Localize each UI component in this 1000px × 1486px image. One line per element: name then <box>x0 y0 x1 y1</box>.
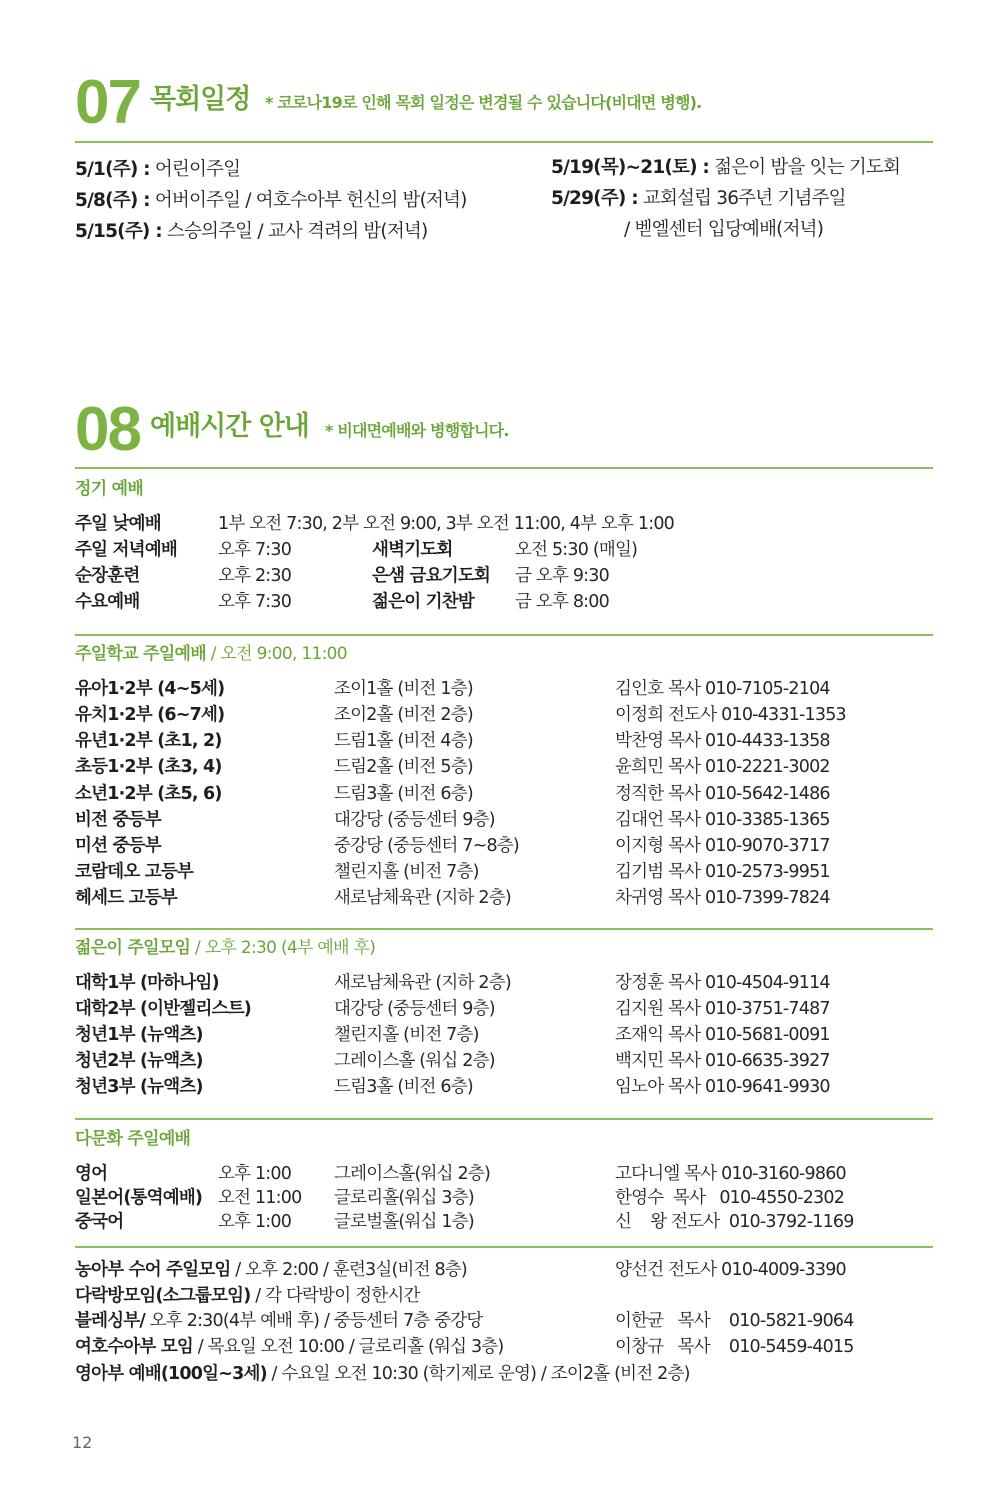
department-contact: 윤희민 목사 010-2221-3002 <box>615 757 830 777</box>
department-place: 드림3홀 (비전 6층) <box>334 1077 473 1097</box>
schedule-item: 5/1(주) : 어린이주일 <box>75 159 241 180</box>
department-place: 챌린지홀 (비전 7층) <box>334 1025 479 1045</box>
worship-time: 금 오후 9:30 <box>515 566 609 586</box>
language-name: 중국어 <box>75 1212 124 1232</box>
section-07-note: * 코로나19로 인해 목회 일정은 변경될 수 있습니다(비대면 병행). <box>265 93 702 112</box>
department-place: 대강당 (중등센터 9층) <box>334 999 495 1019</box>
other-meeting: 농아부 수어 주일모임 / 오후 2:00 / 훈련3실(비전 8층) <box>75 1260 467 1280</box>
department-contact: 임노아 목사 010-9641-9930 <box>615 1077 830 1097</box>
language-contact: 신 왕 전도사 010-3792-1169 <box>615 1212 854 1232</box>
department-contact: 김대언 목사 010-3385-1365 <box>615 810 830 830</box>
section-08-title: 예배시간 안내 <box>150 411 309 442</box>
department-place: 그레이스홀 (워십 2층) <box>334 1051 495 1071</box>
section-07-rule <box>75 141 933 143</box>
department-place: 중강당 (중등센터 7~8층) <box>334 836 519 856</box>
worship-name: 주일 낮예배 <box>75 514 161 534</box>
section-08-rule <box>75 467 933 469</box>
regular-worship-heading: 정기 예배 <box>75 479 144 499</box>
section-08-number: 08 <box>75 395 140 464</box>
worship-name: 주일 저녁예배 <box>75 540 177 560</box>
department-contact: 차귀영 목사 010-7399-7824 <box>615 888 830 908</box>
worship-time: 오후 7:30 <box>218 540 292 560</box>
worship-name: 새벽기도회 <box>372 540 453 560</box>
worship-time: 오전 5:30 (매일) <box>515 540 638 560</box>
worship-name: 젊은이 기찬밤 <box>372 592 474 612</box>
language-time: 오후 1:00 <box>218 1164 292 1184</box>
worship-name: 순장훈련 <box>75 566 140 586</box>
other-meeting: 다락방모임(소그룹모임) / 각 다락방이 정한시간 <box>75 1286 420 1306</box>
department-contact: 이정희 전도사 010-4331-1353 <box>615 705 846 725</box>
other-meeting: 블레싱부/ 오후 2:30(4부 예배 후) / 중등센터 7층 중강당 <box>75 1311 483 1331</box>
department-name: 코람데오 고등부 <box>75 862 194 882</box>
department-place: 새로남체육관 (지하 2층) <box>334 888 511 908</box>
worship-time: 1부 오전 7:30, 2부 오전 9:00, 3부 오전 11:00, 4부 오후 1:00 <box>218 514 675 534</box>
language-place: 글로벌홀(워십 1층) <box>334 1212 474 1232</box>
section-07-number: 07 <box>75 68 140 137</box>
section-08-note: * 비대면예배와 병행합니다. <box>325 421 509 440</box>
language-name: 일본어(통역예배) <box>75 1188 203 1208</box>
department-name: 유년1·2부 (초1, 2) <box>75 731 222 751</box>
department-place: 대강당 (중등센터 9층) <box>334 810 495 830</box>
department-place: 드림2홀 (비전 5층) <box>334 757 473 777</box>
multicultural-heading: 다문화 주일예배 <box>75 1129 191 1149</box>
worship-time: 오후 7:30 <box>218 592 292 612</box>
department-name: 유아1·2부 (4~5세) <box>75 679 225 699</box>
worship-time: 오후 2:30 <box>218 566 292 586</box>
department-place: 조이2홀 (비전 2층) <box>334 705 473 725</box>
divider <box>75 1118 933 1120</box>
schedule-item-continued: / 벧엘센터 입당예배(저녁) <box>624 219 824 240</box>
department-name: 대학1부 (마하나임) <box>75 973 219 993</box>
language-name: 영어 <box>75 1164 108 1184</box>
language-time: 오전 11:00 <box>218 1188 302 1208</box>
department-contact: 백지민 목사 010-6635-3927 <box>615 1051 830 1071</box>
department-place: 챌린지홀 (비전 7층) <box>334 862 479 882</box>
department-contact: 조재익 목사 010-5681-0091 <box>615 1025 830 1045</box>
other-meeting-contact: 양선건 전도사 010-4009-3390 <box>615 1260 846 1280</box>
department-contact: 김인호 목사 010-7105-2104 <box>615 679 830 699</box>
section-07-title: 목회일정 <box>150 84 251 115</box>
other-meeting: 영아부 예배(100일~3세) / 수요일 오전 10:30 (학기제로 운영) / 조이2홀 (비전 2층) <box>75 1364 690 1384</box>
other-meeting-contact: 이한균 목사 010-5821-9064 <box>615 1311 854 1331</box>
worship-time: 금 오후 8:00 <box>515 592 609 612</box>
department-place: 드림1홀 (비전 4층) <box>334 731 473 751</box>
young-adults-heading: 젊은이 주일모임 / 오후 2:30 (4부 예배 후) <box>75 938 376 958</box>
department-place: 새로남체육관 (지하 2층) <box>334 973 511 993</box>
department-name: 초등1·2부 (초3, 4) <box>75 757 222 777</box>
schedule-item: 5/15(주) : 스승의주일 / 교사 격려의 밤(저녁) <box>75 221 428 242</box>
divider <box>75 928 933 930</box>
department-contact: 김기범 목사 010-2573-9951 <box>615 862 830 882</box>
department-name: 유치1·2부 (6~7세) <box>75 705 225 725</box>
department-contact: 김지원 목사 010-3751-7487 <box>615 999 830 1019</box>
divider <box>75 1246 933 1248</box>
department-contact: 박찬영 목사 010-4433-1358 <box>615 731 830 751</box>
other-meeting: 여호수아부 모임 / 목요일 오전 10:00 / 글로리홀 (워십 3층) <box>75 1337 504 1357</box>
department-contact: 정직한 목사 010-5642-1486 <box>615 784 830 804</box>
worship-name: 수요예배 <box>75 592 140 612</box>
language-place: 그레이스홀(워십 2층) <box>334 1164 490 1184</box>
department-name: 헤세드 고등부 <box>75 888 177 908</box>
department-name: 대학2부 (이반젤리스트) <box>75 999 252 1019</box>
worship-name: 은샘 금요기도회 <box>372 566 491 586</box>
department-name: 청년1부 (뉴액츠) <box>75 1025 203 1045</box>
department-name: 미션 중등부 <box>75 836 161 856</box>
schedule-item: 5/19(목)~21(토) : 젊은이 밤을 잇는 기도회 <box>551 157 901 178</box>
page-number: 12 <box>72 1433 93 1452</box>
department-name: 청년3부 (뉴액츠) <box>75 1077 203 1097</box>
language-time: 오후 1:00 <box>218 1212 292 1232</box>
language-place: 글로리홀(워십 3층) <box>334 1188 474 1208</box>
language-contact: 한영수 목사 010-4550-2302 <box>615 1188 845 1208</box>
schedule-item: 5/8(주) : 어버이주일 / 여호수아부 헌신의 밤(저녁) <box>75 190 467 211</box>
department-place: 조이1홀 (비전 1층) <box>334 679 473 699</box>
other-meeting-contact: 이창규 목사 010-5459-4015 <box>615 1337 854 1357</box>
language-contact: 고다니엘 목사 010-3160-9860 <box>615 1164 846 1184</box>
department-name: 비전 중등부 <box>75 810 161 830</box>
department-name: 소년1·2부 (초5, 6) <box>75 784 222 804</box>
department-contact: 장정훈 목사 010-4504-9114 <box>615 973 830 993</box>
department-place: 드림3홀 (비전 6층) <box>334 784 473 804</box>
sunday-school-heading: 주일학교 주일예배 / 오전 9:00, 11:00 <box>75 644 347 664</box>
department-name: 청년2부 (뉴액츠) <box>75 1051 203 1071</box>
department-contact: 이지형 목사 010-9070-3717 <box>615 836 830 856</box>
schedule-item: 5/29(주) : 교회설립 36주년 기념주일 <box>551 188 846 209</box>
divider <box>75 634 933 636</box>
